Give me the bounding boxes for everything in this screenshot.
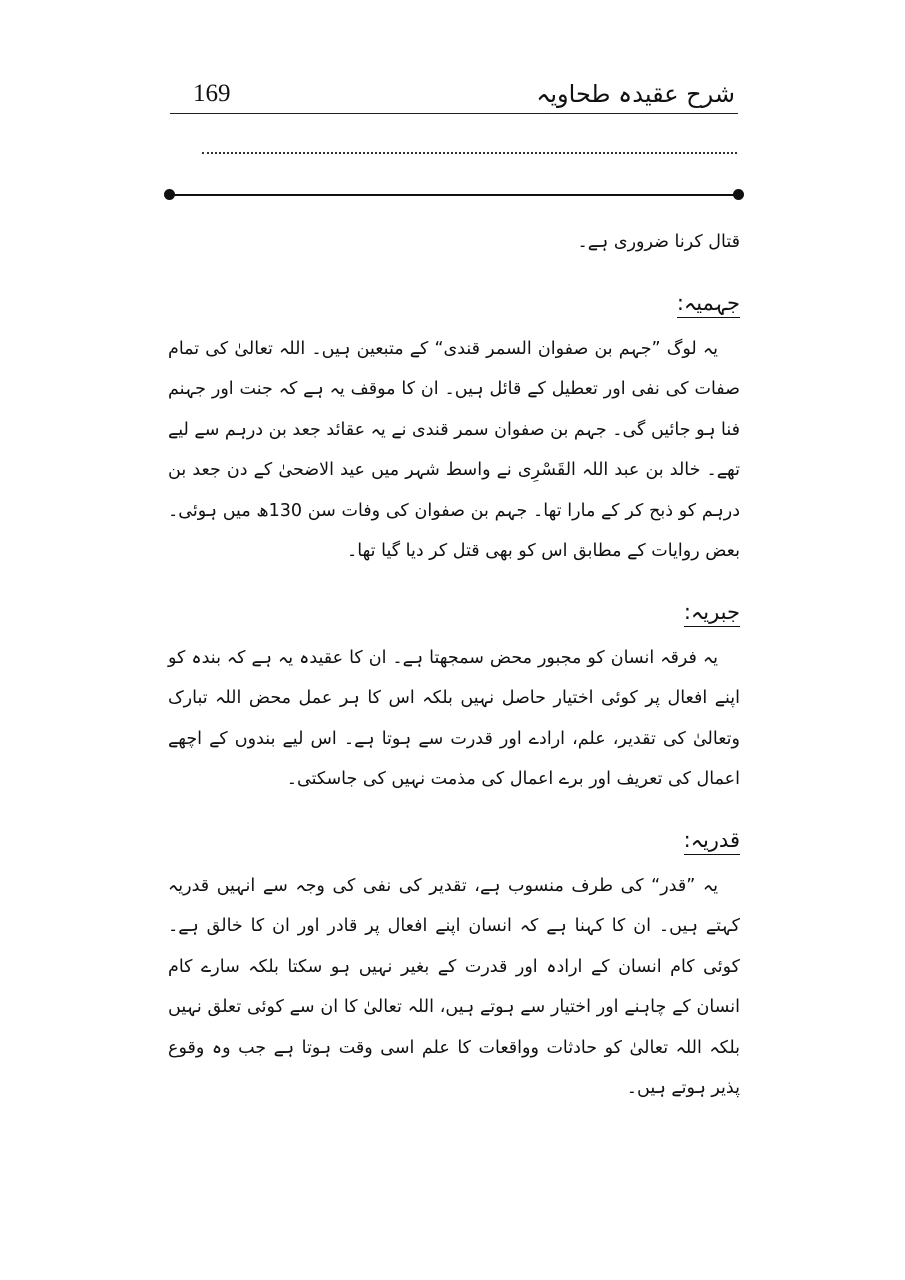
section-heading-jahmiyya: جہمیہ:	[168, 283, 740, 323]
section-heading-qadariyya: قدریہ:	[168, 820, 740, 860]
section-paragraph-jabriyya: یہ فرقہ انسان کو مجبور محض سمجھتا ہے۔ ان کا عقیدہ یہ ہے کہ بندہ کو اپنے افعال پر کوئی اختیار حاصل نہیں بلکہ اس کا ہر عمل محض اللہ تبارک وتعالیٰ کی تقدیر، علم، ارادے اور قدرت سے ہوتا ہے۔ اس لیے بندوں کے اچھے اعمال کی تعریف اور برے اعمال کی مذمت نہیں کی جاسکتی۔	[168, 647, 740, 789]
section-paragraph-jahmiyya: یہ لوگ ”جہم بن صفوان السمر قندی“ کے متبعین ہیں۔ اللہ تعالیٰ کی تمام صفات کی نفی اور تعطیل کے قائل ہیں۔ ان کا موقف یہ ہے کہ جنت اور جہنم فنا ہو جائیں گی۔ جہم بن صفوان سمر قندی نے یہ عقائد جعد بن درہم سے لیے تھے۔ خالد بن عبد اللہ القَسْرِی نے واسط شہر میں عید الاضحیٰ کے دن جعد بن درہم کو ذبح کر کے مارا تھا۔ جہم بن صفوان کی وفات سن 130ھ میں ہوئی۔ بعض روایات کے مطابق اس کو بھی قتل کر دیا گیا تھا۔	[168, 338, 740, 561]
intro-line: قتال کرنا ضروری ہے۔	[577, 232, 740, 252]
ornament-dot-left	[164, 189, 175, 200]
header-rule	[170, 113, 738, 114]
page-body	[168, 222, 740, 1109]
ornament-rule	[172, 194, 738, 196]
book-title: شرح عقیدہ طحاویہ	[536, 80, 735, 108]
ornament-dot-right	[733, 189, 744, 200]
section-heading-jabriyya: جبریہ:	[168, 592, 740, 632]
page-number: 169	[193, 80, 231, 107]
section-paragraph-qadariyya: یہ ”قدر“ کی طرف منسوب ہے، تقدیر کی نفی کی وجہ سے انہیں قدریہ کہتے ہیں۔ ان کا کہنا ہے کہ انسان اپنے افعال پر قادر اور ان کا خالق ہے۔ کوئی کام انسان کے ارادہ اور قدرت کے بغیر نہیں ہو سکتا بلکہ سارے کام انسان کے چاہنے اور اختیار سے ہوتے ہیں، اللہ تعالیٰ کا ان سے کوئی تعلق نہیں بلکہ اللہ تعالیٰ کو حادثات وواقعات کا علم اسی وقت ہوتا ہے جب وہ وقوع پذیر ہوتے ہیں۔	[168, 875, 740, 1098]
dotted-separator	[202, 152, 737, 154]
